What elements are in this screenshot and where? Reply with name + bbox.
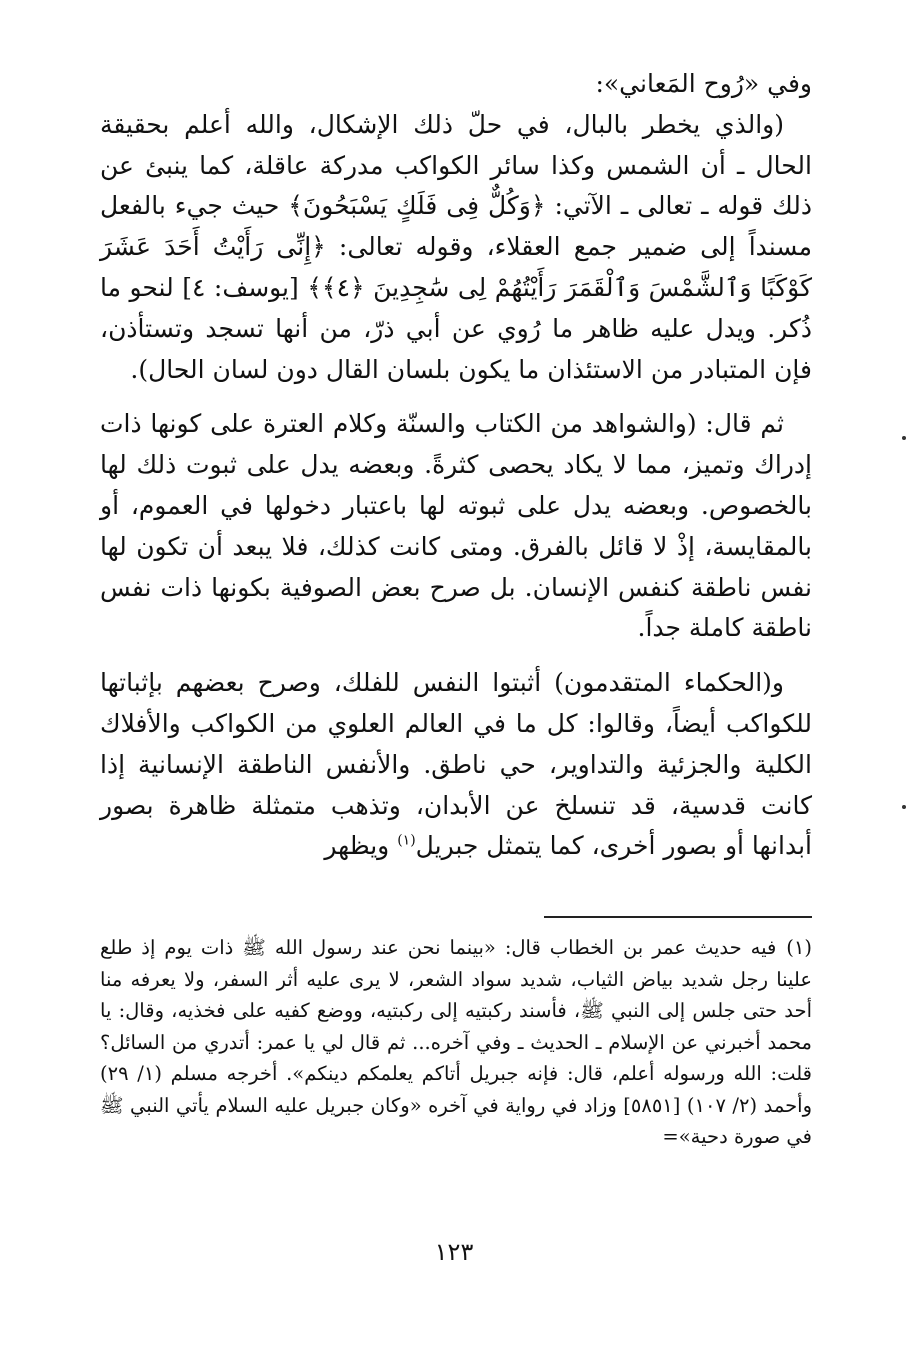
- paragraph-ruh-al-maani: (والذي يخطر بالبال، في حلّ ذلك الإشكال، والله أعلم بحقيقة الحال ـ أن الشمس وكذا سائر الكواكب مدركة عاقلة، كما ينبئ عن ذلك قوله ـ تعالى ـ الآتي: ﴿وَكُلٌّ فِى فَلَكٍ يَسْبَحُونَ﴾ حيث جيء بالفعل مسنداً إلى ضمير جمع العقلاء، وقوله تعالى: ﴿إِنِّى رَأَيْتُ أَحَدَ عَشَرَ كَوْكَبًا وَٱلشَّمْسَ وَٱلْقَمَرَ رَأَيْتُهُمْ لِى سَٰجِدِينَ ﴿٤﴾﴾ [يوسف: ٤] لنحو ما ذُكر. ويدل عليه ظاهر ما رُوي عن أبي ذرّ، من أنها تسجد وتستأذن، فإن المتبادر من الاستئذان ما يكون بلسان القال دون لسان الحال).: [100, 109, 812, 384]
- paragraph-hukama-text: و(الحكماء المتقدمون) أثبتوا النفس للفلك، وصرح بعضهم بإثباتها للكواكب أيضاً، وقالوا: كل ما في العالم العلوي من الكواكب والأفلاك الكلية والجزئية والتداوير، حي ناطق. والأنفس الناطقة الإنسانية إذا كانت قدسية، قد تنسلخ عن الأبدان، وتذهب متمثلة ظاهرة بصور أبدانها أو بصور أخرى، كما يتمثل جبريل: [100, 668, 812, 861]
- footnote-1: [100, 932, 812, 1153]
- paragraph-shawahid: ثم قال: (والشواهد من الكتاب والسنّة وكلام العترة على كونها ذات إدراك وتميز، مما لا يكاد يحصى كثرةً. وبعضه يدل على ثبوت ذلك لها بالخصوص. وبعضه يدل على ثبوته لها باعتبار دخولها في العموم، أو بالمقايسة، إذْ لا قائل بالفرق. ومتى كانت كذلك، فلا يبعد أن تكون لها نفس ناطقة كنفس الإنسان. بل صرح بعض الصوفية بكونها ذات نفس ناطقة كاملة جداً.: [100, 409, 812, 643]
- footnote-text: فيه حديث عمر بن الخطاب قال: «بينما نحن عند رسول الله ﷺ ذات يوم إذ طلع علينا رجل شديد بياض الثياب، شديد سواد الشعر، لا يرى عليه أثر السفر، ولا يعرفه منا أحد حتى جلس إلى النبي ﷺ، فأسند ركبتيه إلى ركبتيه، ووضع كفيه على فخذيه، وقال: يا محمد أخبرني عن الإسلام ـ الحديث ـ وفي آخره... ثم قال لي يا عمر: أتدري من السائل؟ قلت: الله ورسوله أعلم، قال: فإنه جبريل أتاكم يعلمكم دينكم». أخرجه مسلم (١/ ٢٩) وأحمد (٢/ ١٠٧) [٥٨٥١] وزاد في رواية في آخره «وكان جبريل عليه السلام يأتي النبي ﷺ في صورة دحية»=: [100, 936, 812, 1148]
- margin-speck: [902, 436, 906, 440]
- footnote-separator: [544, 916, 812, 918]
- footnote-number: (١): [786, 936, 812, 959]
- main-text: [100, 64, 812, 867]
- footnote-reference: (١): [397, 833, 416, 850]
- paragraph-hukama: [100, 663, 812, 867]
- margin-speck: [902, 805, 906, 809]
- quote-heading: وفي «رُوح المَعاني»:: [595, 69, 812, 98]
- footnotes: [100, 932, 812, 1153]
- paragraph-hukama-tail: ويظهر: [324, 831, 398, 861]
- page-number: ١٢٣: [434, 1238, 474, 1266]
